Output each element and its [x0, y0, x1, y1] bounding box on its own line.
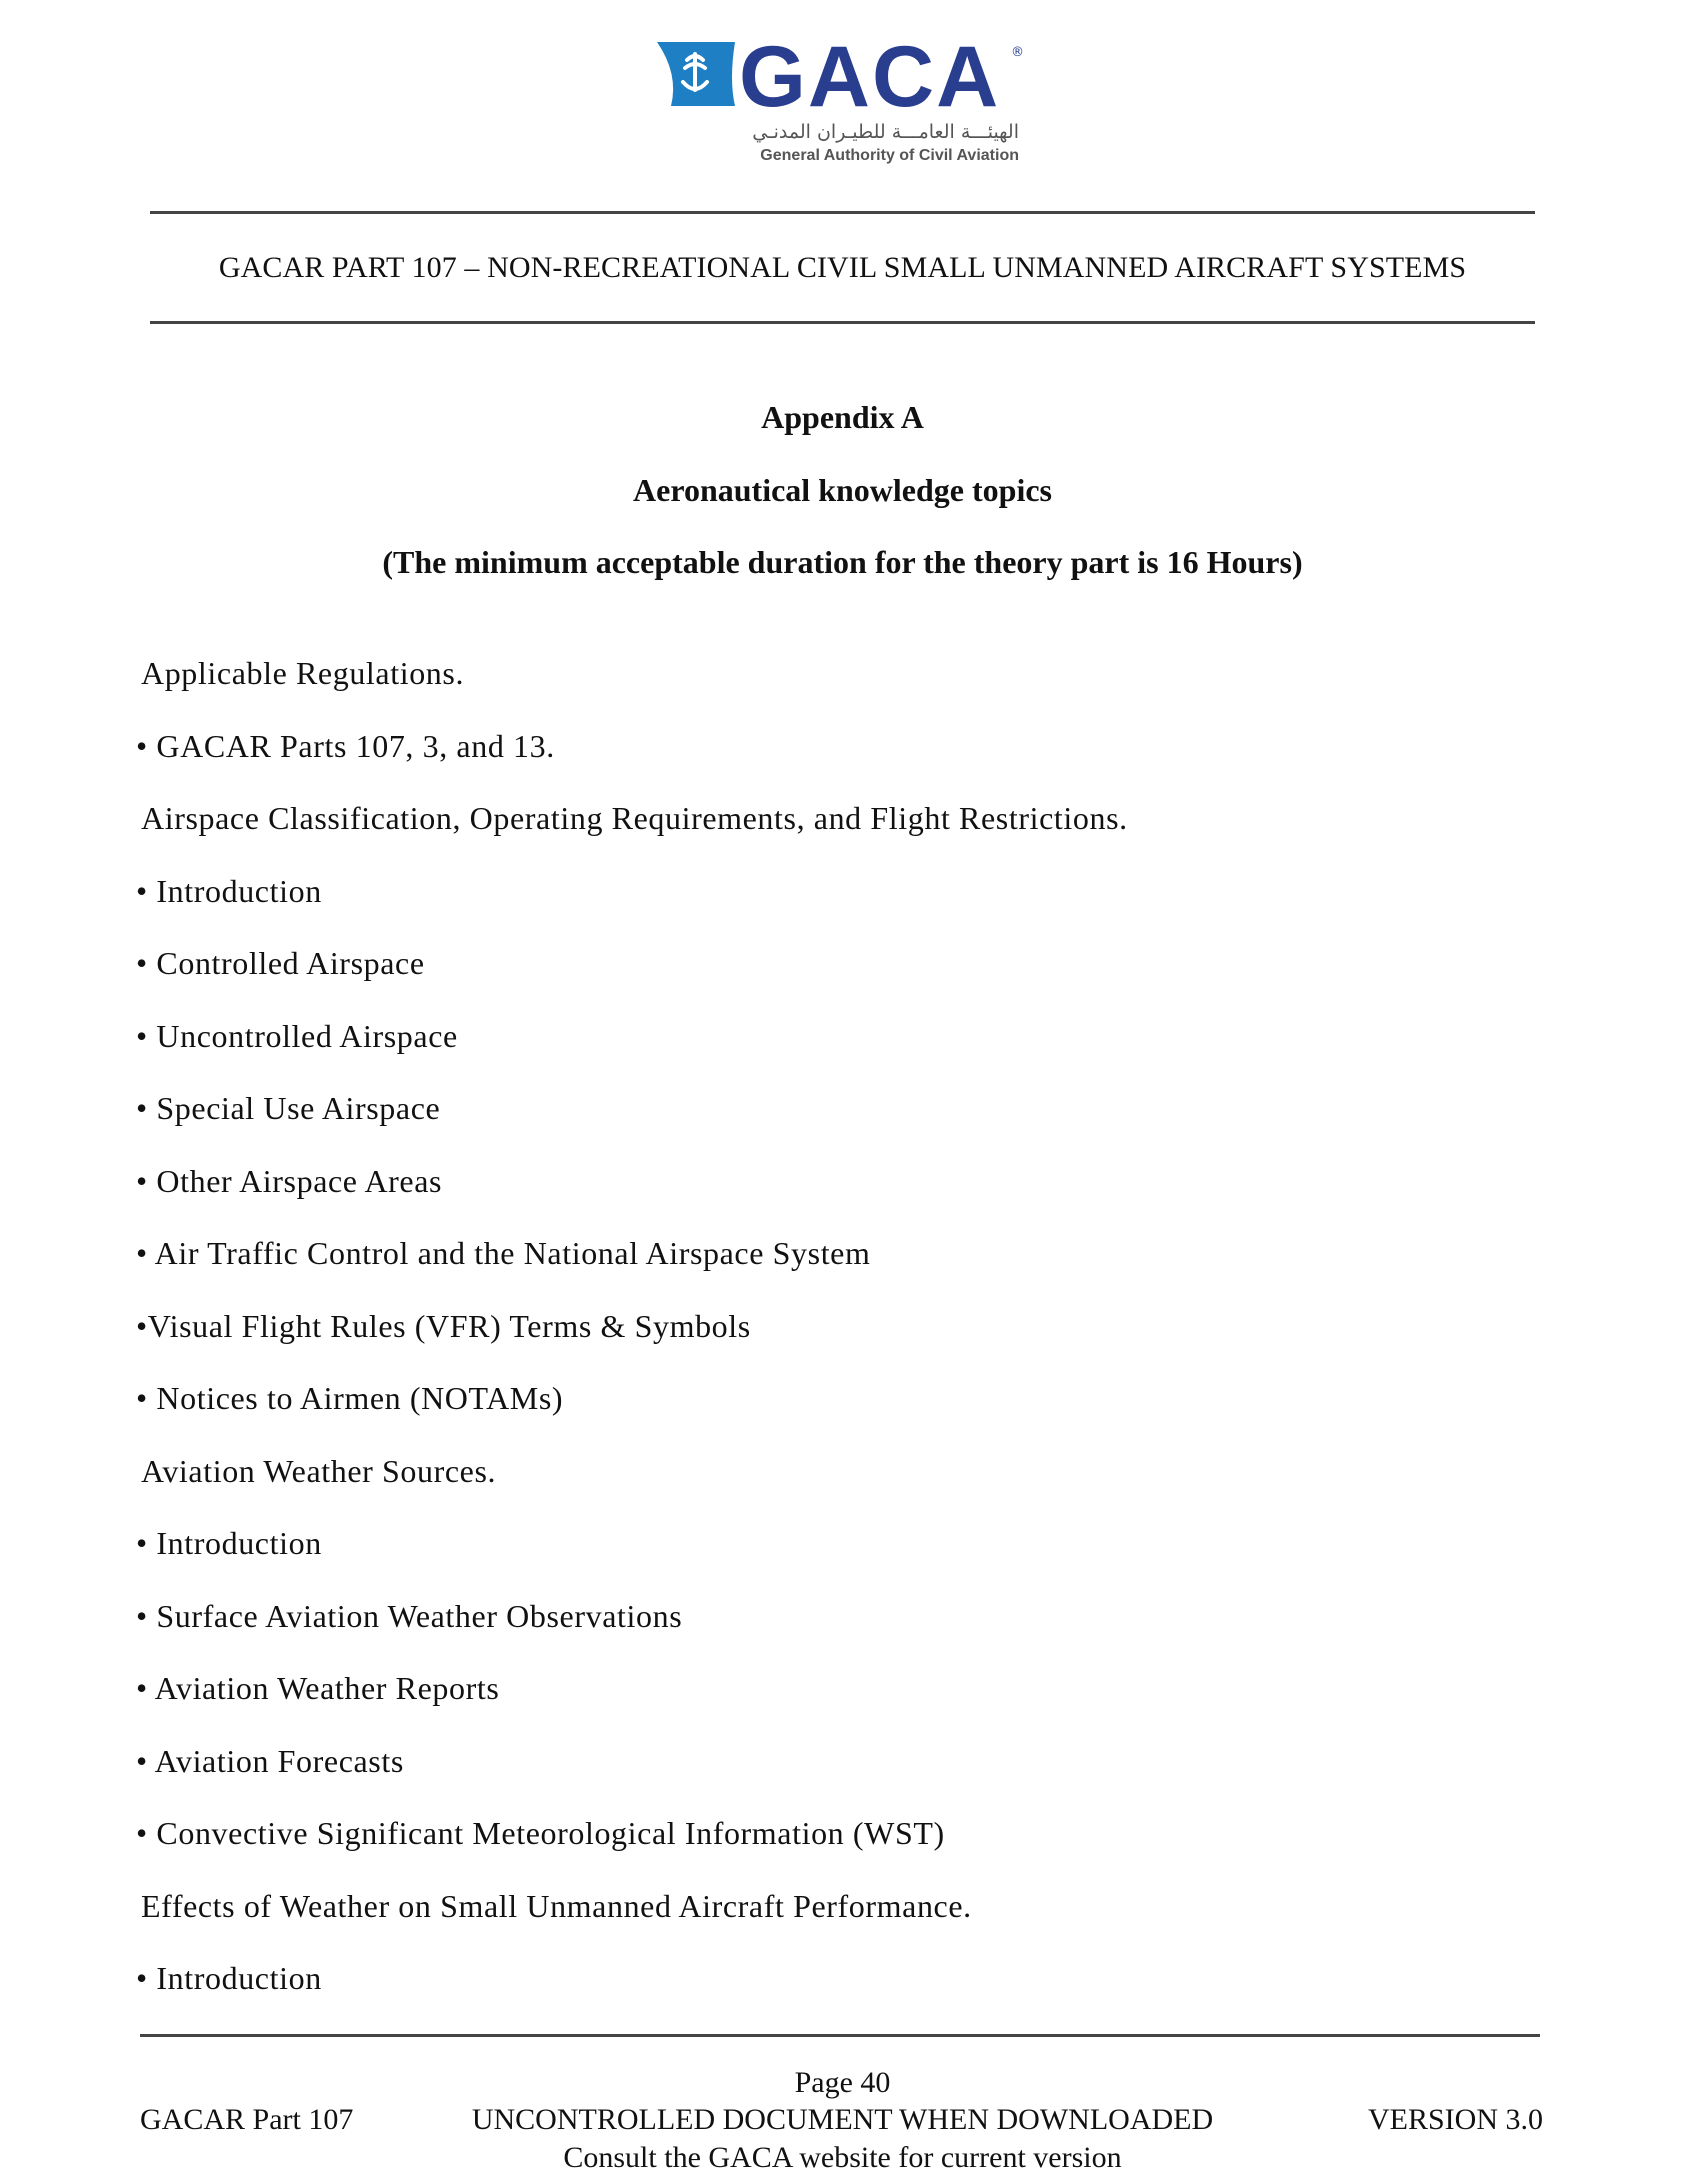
footer-doc-name: GACAR Part 107 [140, 2103, 354, 2136]
topic-bullet: • Introduction [136, 873, 322, 909]
gaca-english-name: General Authority of Civil Aviation [760, 147, 1019, 164]
topic-heading: Applicable Regulations. [141, 655, 465, 691]
gaca-wordmark: GACA [739, 34, 1001, 125]
topic-heading: Airspace Classification, Operating Requirements, and Flight Restrictions. [141, 800, 1128, 836]
appendix-title: Appendix A [761, 399, 924, 435]
gaca-logo [655, 34, 1035, 169]
topic-bullet: • GACAR Parts 107, 3, and 13. [136, 728, 555, 764]
gaca-logo-graphic [655, 34, 1035, 169]
footer-version: VERSION 3.0 [1368, 2103, 1544, 2136]
topic-bullet: • Notices to Airmen (NOTAMs) [136, 1380, 564, 1416]
footer-consult: Consult the GACA website for current version [563, 2141, 1122, 2174]
gaca-arabic-name: الهيئـــة العامـــة للطيـران المدنـي [752, 121, 1019, 143]
header-bottom-rule [150, 321, 1535, 324]
appendix-subtitle: Aeronautical knowledge topics [633, 472, 1052, 508]
topic-bullet: • Uncontrolled Airspace [136, 1018, 458, 1054]
topic-bullet: • Surface Aviation Weather Observations [136, 1598, 683, 1634]
footer-rule [140, 2034, 1540, 2037]
topic-heading: Effects of Weather on Small Unmanned Aircraft Performance. [141, 1888, 972, 1924]
header-title: GACAR PART 107 – NON-RECREATIONAL CIVIL SMALL UNMANNED AIRCRAFT SYSTEMS [218, 251, 1467, 284]
footer-notice: UNCONTROLLED DOCUMENT WHEN DOWNLOADED [471, 2103, 1214, 2136]
duration-note: (The minimum acceptable duration for the theory part is 16 Hours) [382, 544, 1303, 580]
topic-bullet: • Controlled Airspace [136, 945, 425, 981]
topic-bullet: • Introduction [136, 1525, 322, 1561]
topic-bullet: •Visual Flight Rules (VFR) Terms & Symbols [136, 1308, 751, 1344]
topic-bullet: • Air Traffic Control and the National Airspace System [136, 1235, 871, 1271]
topic-bullet: • Convective Significant Meteorological Information (WST) [136, 1815, 945, 1851]
topic-bullet: • Aviation Forecasts [136, 1743, 404, 1779]
topic-bullet: • Other Airspace Areas [136, 1163, 443, 1199]
topic-bullet: • Special Use Airspace [136, 1090, 441, 1126]
page-number: Page 40 [794, 2066, 891, 2099]
header-top-rule [150, 211, 1535, 214]
topic-bullet: • Introduction [136, 1960, 322, 1996]
topic-heading: Aviation Weather Sources. [141, 1453, 497, 1489]
topic-bullet: • Aviation Weather Reports [136, 1670, 500, 1706]
registered-mark-icon: ® [1011, 45, 1024, 60]
